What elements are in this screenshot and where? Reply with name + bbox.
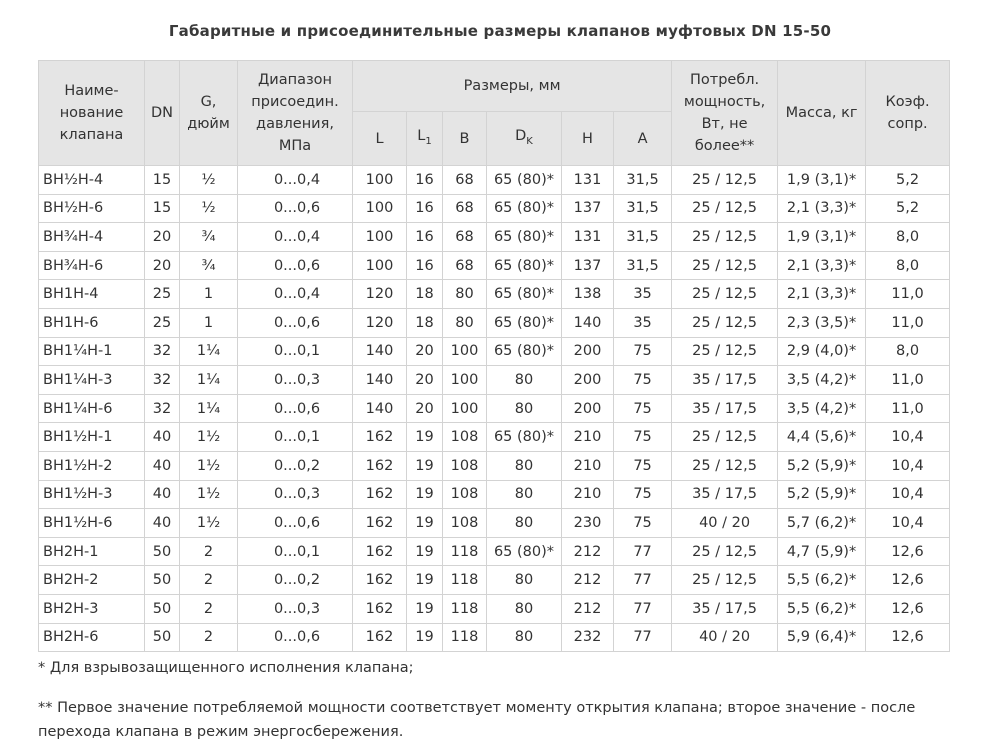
table-row — [39, 594, 950, 623]
cell-mass: 5,5 (6,2)* — [778, 594, 866, 623]
cell-dn: 50 — [145, 566, 180, 595]
cell-mass: 1,9 (3,1)* — [778, 223, 866, 252]
cell-g: 2 — [180, 537, 238, 566]
cell-mass: 4,4 (5,6)* — [778, 423, 866, 452]
cell-l1: 19 — [407, 451, 443, 480]
cell-dn: 32 — [145, 337, 180, 366]
cell-dn: 50 — [145, 537, 180, 566]
cell-name: ВН1¼Н-3 — [39, 366, 145, 395]
cell-dn: 40 — [145, 480, 180, 509]
cell-b: 100 — [443, 337, 487, 366]
cell-l: 162 — [353, 594, 407, 623]
cell-g: 1 — [180, 280, 238, 309]
cell-range: 0...0,4 — [238, 280, 353, 309]
cell-dn: 50 — [145, 594, 180, 623]
cell-l1: 18 — [407, 308, 443, 337]
cell-range: 0...0,6 — [238, 509, 353, 538]
cell-name: ВН1½Н-6 — [39, 509, 145, 538]
cell-a: 75 — [614, 394, 672, 423]
valve-dimensions-table — [38, 60, 950, 652]
cell-b: 108 — [443, 451, 487, 480]
cell-l1: 16 — [407, 223, 443, 252]
table-row — [39, 566, 950, 595]
cell-a: 31,5 — [614, 223, 672, 252]
cell-dn: 25 — [145, 280, 180, 309]
table-row — [39, 509, 950, 538]
cell-power: 25 / 12,5 — [672, 537, 778, 566]
table-row — [39, 366, 950, 395]
cell-dn: 32 — [145, 394, 180, 423]
cell-name: ВН2Н-3 — [39, 594, 145, 623]
cell-b: 108 — [443, 423, 487, 452]
col-header-sizes: Размеры, мм — [353, 61, 672, 112]
cell-a: 77 — [614, 594, 672, 623]
col-header-b: B — [443, 112, 487, 166]
cell-power: 35 / 17,5 — [672, 480, 778, 509]
cell-dn: 15 — [145, 166, 180, 195]
cell-h: 140 — [562, 308, 614, 337]
cell-name: ВН1½Н-3 — [39, 480, 145, 509]
cell-g: 1½ — [180, 451, 238, 480]
cell-dk: 80 — [487, 366, 562, 395]
col-header-l: L — [353, 112, 407, 166]
col-header-power: Потребл. мощность, Вт, не более** — [672, 61, 778, 166]
cell-mass: 4,7 (5,9)* — [778, 537, 866, 566]
table-row — [39, 394, 950, 423]
cell-a: 77 — [614, 623, 672, 652]
cell-coef: 10,4 — [866, 451, 950, 480]
footnote-power: ** Первое значение потребляемой мощности соответствует моменту открытия клапана; второе значение - после перехода клапана в режим энергосбережения. — [38, 700, 916, 740]
cell-b: 100 — [443, 366, 487, 395]
cell-dk: 80 — [487, 451, 562, 480]
cell-g: 1½ — [180, 509, 238, 538]
cell-name: ВН2Н-6 — [39, 623, 145, 652]
col-header-a: A — [614, 112, 672, 166]
cell-coef: 11,0 — [866, 308, 950, 337]
cell-dk: 65 (80)* — [487, 308, 562, 337]
cell-a: 75 — [614, 366, 672, 395]
table-row — [39, 251, 950, 280]
cell-mass: 5,5 (6,2)* — [778, 566, 866, 595]
cell-dk: 65 (80)* — [487, 280, 562, 309]
cell-l: 120 — [353, 280, 407, 309]
cell-dk: 80 — [487, 566, 562, 595]
cell-name: ВН2Н-2 — [39, 566, 145, 595]
cell-l1: 19 — [407, 480, 443, 509]
cell-dk: 65 (80)* — [487, 166, 562, 195]
cell-dn: 15 — [145, 194, 180, 223]
cell-coef: 11,0 — [866, 394, 950, 423]
table-row — [39, 194, 950, 223]
cell-b: 118 — [443, 566, 487, 595]
cell-name: ВН1¼Н-6 — [39, 394, 145, 423]
table-row — [39, 537, 950, 566]
cell-a: 75 — [614, 337, 672, 366]
table-row — [39, 480, 950, 509]
cell-range: 0...0,1 — [238, 537, 353, 566]
cell-power: 25 / 12,5 — [672, 166, 778, 195]
cell-h: 137 — [562, 194, 614, 223]
cell-h: 230 — [562, 509, 614, 538]
cell-coef: 12,6 — [866, 623, 950, 652]
cell-coef: 11,0 — [866, 280, 950, 309]
cell-name: ВН1Н-6 — [39, 308, 145, 337]
cell-power: 25 / 12,5 — [672, 451, 778, 480]
cell-b: 118 — [443, 594, 487, 623]
cell-b: 68 — [443, 223, 487, 252]
cell-dn: 40 — [145, 451, 180, 480]
page-title: Габаритные и присоединительные размеры клапанов муфтовых DN 15-50 — [168, 22, 832, 40]
cell-l: 162 — [353, 509, 407, 538]
cell-coef: 5,2 — [866, 194, 950, 223]
cell-power: 25 / 12,5 — [672, 423, 778, 452]
cell-range: 0...0,3 — [238, 594, 353, 623]
cell-a: 75 — [614, 480, 672, 509]
cell-h: 210 — [562, 451, 614, 480]
cell-name: ВН1½Н-1 — [39, 423, 145, 452]
cell-a: 77 — [614, 537, 672, 566]
cell-range: 0...0,1 — [238, 337, 353, 366]
cell-mass: 5,2 (5,9)* — [778, 480, 866, 509]
cell-l: 100 — [353, 251, 407, 280]
cell-g: 2 — [180, 623, 238, 652]
cell-range: 0...0,6 — [238, 623, 353, 652]
cell-a: 77 — [614, 566, 672, 595]
cell-l1: 20 — [407, 366, 443, 395]
cell-mass: 2,1 (3,3)* — [778, 194, 866, 223]
table-row — [39, 223, 950, 252]
cell-dn: 40 — [145, 509, 180, 538]
cell-power: 40 / 20 — [672, 509, 778, 538]
col-header-coef: Коэф. сопр. — [866, 61, 950, 166]
cell-power: 25 / 12,5 — [672, 223, 778, 252]
cell-coef: 12,6 — [866, 566, 950, 595]
cell-power: 25 / 12,5 — [672, 337, 778, 366]
cell-coef: 12,6 — [866, 594, 950, 623]
cell-dk: 65 (80)* — [487, 223, 562, 252]
cell-mass: 2,1 (3,3)* — [778, 280, 866, 309]
cell-dn: 32 — [145, 366, 180, 395]
cell-mass: 3,5 (4,2)* — [778, 366, 866, 395]
cell-name: ВН1Н-4 — [39, 280, 145, 309]
cell-l1: 18 — [407, 280, 443, 309]
col-header-l1: $L_1$ — [407, 112, 443, 166]
cell-l: 140 — [353, 337, 407, 366]
cell-dn: 20 — [145, 223, 180, 252]
cell-a: 31,5 — [614, 194, 672, 223]
cell-l: 162 — [353, 451, 407, 480]
cell-b: 80 — [443, 280, 487, 309]
cell-b: 108 — [443, 509, 487, 538]
footnote-explosion-proof: * Для взрывозащищенного исполнения клапана; — [38, 660, 414, 676]
cell-b: 68 — [443, 251, 487, 280]
table-row — [39, 280, 950, 309]
cell-b: 80 — [443, 308, 487, 337]
cell-coef: 5,2 — [866, 166, 950, 195]
cell-g: 1½ — [180, 480, 238, 509]
cell-l: 100 — [353, 223, 407, 252]
cell-l1: 19 — [407, 594, 443, 623]
cell-name: ВН½Н-4 — [39, 166, 145, 195]
cell-h: 137 — [562, 251, 614, 280]
cell-g: 1¼ — [180, 394, 238, 423]
cell-a: 75 — [614, 423, 672, 452]
cell-dk: 65 (80)* — [487, 423, 562, 452]
cell-b: 118 — [443, 537, 487, 566]
cell-dk: 80 — [487, 594, 562, 623]
cell-h: 212 — [562, 594, 614, 623]
cell-dk: 80 — [487, 394, 562, 423]
cell-l1: 19 — [407, 566, 443, 595]
cell-l: 100 — [353, 194, 407, 223]
cell-dk: 65 (80)* — [487, 194, 562, 223]
cell-dk: 80 — [487, 509, 562, 538]
cell-a: 31,5 — [614, 166, 672, 195]
cell-coef: 11,0 — [866, 366, 950, 395]
cell-l1: 19 — [407, 623, 443, 652]
cell-mass: 5,9 (6,4)* — [778, 623, 866, 652]
cell-h: 210 — [562, 480, 614, 509]
cell-a: 35 — [614, 308, 672, 337]
cell-coef: 8,0 — [866, 223, 950, 252]
cell-coef: 10,4 — [866, 509, 950, 538]
cell-dk: 65 (80)* — [487, 537, 562, 566]
cell-dk: 80 — [487, 623, 562, 652]
cell-mass: 5,7 (6,2)* — [778, 509, 866, 538]
col-header-h: H — [562, 112, 614, 166]
cell-mass: 2,1 (3,3)* — [778, 251, 866, 280]
cell-name: ВН1¼Н-1 — [39, 337, 145, 366]
cell-coef: 8,0 — [866, 337, 950, 366]
cell-power: 35 / 17,5 — [672, 394, 778, 423]
cell-h: 131 — [562, 223, 614, 252]
cell-coef: 10,4 — [866, 423, 950, 452]
cell-l: 162 — [353, 623, 407, 652]
col-header-dn: DN — [145, 61, 180, 166]
cell-g: ¾ — [180, 223, 238, 252]
cell-power: 25 / 12,5 — [672, 280, 778, 309]
cell-l1: 19 — [407, 537, 443, 566]
cell-range: 0...0,3 — [238, 480, 353, 509]
cell-range: 0...0,1 — [238, 423, 353, 452]
col-header-mass: Масса, кг — [778, 61, 866, 166]
cell-dn: 20 — [145, 251, 180, 280]
cell-name: ВН2Н-1 — [39, 537, 145, 566]
table-row — [39, 623, 950, 652]
cell-a: 75 — [614, 451, 672, 480]
cell-b: 118 — [443, 623, 487, 652]
cell-h: 200 — [562, 394, 614, 423]
cell-g: 1¼ — [180, 337, 238, 366]
cell-range: 0...0,4 — [238, 223, 353, 252]
cell-power: 25 / 12,5 — [672, 251, 778, 280]
cell-l1: 16 — [407, 166, 443, 195]
cell-coef: 10,4 — [866, 480, 950, 509]
cell-range: 0...0,3 — [238, 366, 353, 395]
cell-l: 162 — [353, 537, 407, 566]
cell-g: 1 — [180, 308, 238, 337]
cell-h: 232 — [562, 623, 614, 652]
cell-l1: 19 — [407, 509, 443, 538]
cell-name: ВН¾Н-4 — [39, 223, 145, 252]
table-row — [39, 308, 950, 337]
cell-mass: 2,9 (4,0)* — [778, 337, 866, 366]
cell-a: 35 — [614, 280, 672, 309]
cell-mass: 5,2 (5,9)* — [778, 451, 866, 480]
cell-name: ВН¾Н-6 — [39, 251, 145, 280]
cell-h: 138 — [562, 280, 614, 309]
cell-mass: 2,3 (3,5)* — [778, 308, 866, 337]
cell-dk: 80 — [487, 480, 562, 509]
cell-h: 200 — [562, 366, 614, 395]
col-header-g: G, дюйм — [180, 61, 238, 166]
cell-coef: 8,0 — [866, 251, 950, 280]
cell-h: 131 — [562, 166, 614, 195]
table-row — [39, 423, 950, 452]
cell-range: 0...0,2 — [238, 566, 353, 595]
cell-l: 162 — [353, 480, 407, 509]
table-row — [39, 337, 950, 366]
col-header-name: Наиме-нование клапана — [39, 61, 145, 166]
col-header-dk: $D_K$ — [487, 112, 562, 166]
cell-b: 100 — [443, 394, 487, 423]
cell-range: 0...0,6 — [238, 194, 353, 223]
cell-dk: 65 (80)* — [487, 337, 562, 366]
cell-range: 0...0,2 — [238, 451, 353, 480]
cell-l: 120 — [353, 308, 407, 337]
cell-g: 2 — [180, 566, 238, 595]
cell-dk: 65 (80)* — [487, 251, 562, 280]
cell-mass: 3,5 (4,2)* — [778, 394, 866, 423]
cell-name: ВН1½Н-2 — [39, 451, 145, 480]
table-row — [39, 451, 950, 480]
cell-h: 200 — [562, 337, 614, 366]
cell-l: 162 — [353, 423, 407, 452]
cell-l: 162 — [353, 566, 407, 595]
cell-l1: 16 — [407, 194, 443, 223]
cell-mass: 1,9 (3,1)* — [778, 166, 866, 195]
cell-power: 25 / 12,5 — [672, 308, 778, 337]
cell-power: 35 / 17,5 — [672, 366, 778, 395]
cell-b: 68 — [443, 166, 487, 195]
cell-coef: 12,6 — [866, 537, 950, 566]
cell-dn: 40 — [145, 423, 180, 452]
col-header-range: Диапазон присоедин. давления, МПа — [238, 61, 353, 166]
cell-l: 140 — [353, 394, 407, 423]
cell-g: 1¼ — [180, 366, 238, 395]
cell-range: 0...0,6 — [238, 251, 353, 280]
cell-b: 108 — [443, 480, 487, 509]
cell-l1: 20 — [407, 394, 443, 423]
cell-g: ¾ — [180, 251, 238, 280]
cell-range: 0...0,6 — [238, 308, 353, 337]
cell-g: 1½ — [180, 423, 238, 452]
cell-range: 0...0,4 — [238, 166, 353, 195]
cell-a: 75 — [614, 509, 672, 538]
cell-g: 2 — [180, 594, 238, 623]
cell-power: 25 / 12,5 — [672, 194, 778, 223]
cell-h: 212 — [562, 537, 614, 566]
table-body — [39, 166, 950, 652]
cell-l1: 16 — [407, 251, 443, 280]
cell-l1: 20 — [407, 337, 443, 366]
cell-l: 140 — [353, 366, 407, 395]
cell-dn: 50 — [145, 623, 180, 652]
cell-power: 40 / 20 — [672, 623, 778, 652]
cell-b: 68 — [443, 194, 487, 223]
cell-name: ВН½Н-6 — [39, 194, 145, 223]
cell-l1: 19 — [407, 423, 443, 452]
table-row — [39, 166, 950, 195]
cell-h: 212 — [562, 566, 614, 595]
cell-l: 100 — [353, 166, 407, 195]
header-row-top — [39, 61, 950, 112]
cell-g: ½ — [180, 166, 238, 195]
cell-range: 0...0,6 — [238, 394, 353, 423]
cell-power: 35 / 17,5 — [672, 594, 778, 623]
cell-dn: 25 — [145, 308, 180, 337]
cell-power: 25 / 12,5 — [672, 566, 778, 595]
cell-h: 210 — [562, 423, 614, 452]
cell-a: 31,5 — [614, 251, 672, 280]
cell-g: ½ — [180, 194, 238, 223]
